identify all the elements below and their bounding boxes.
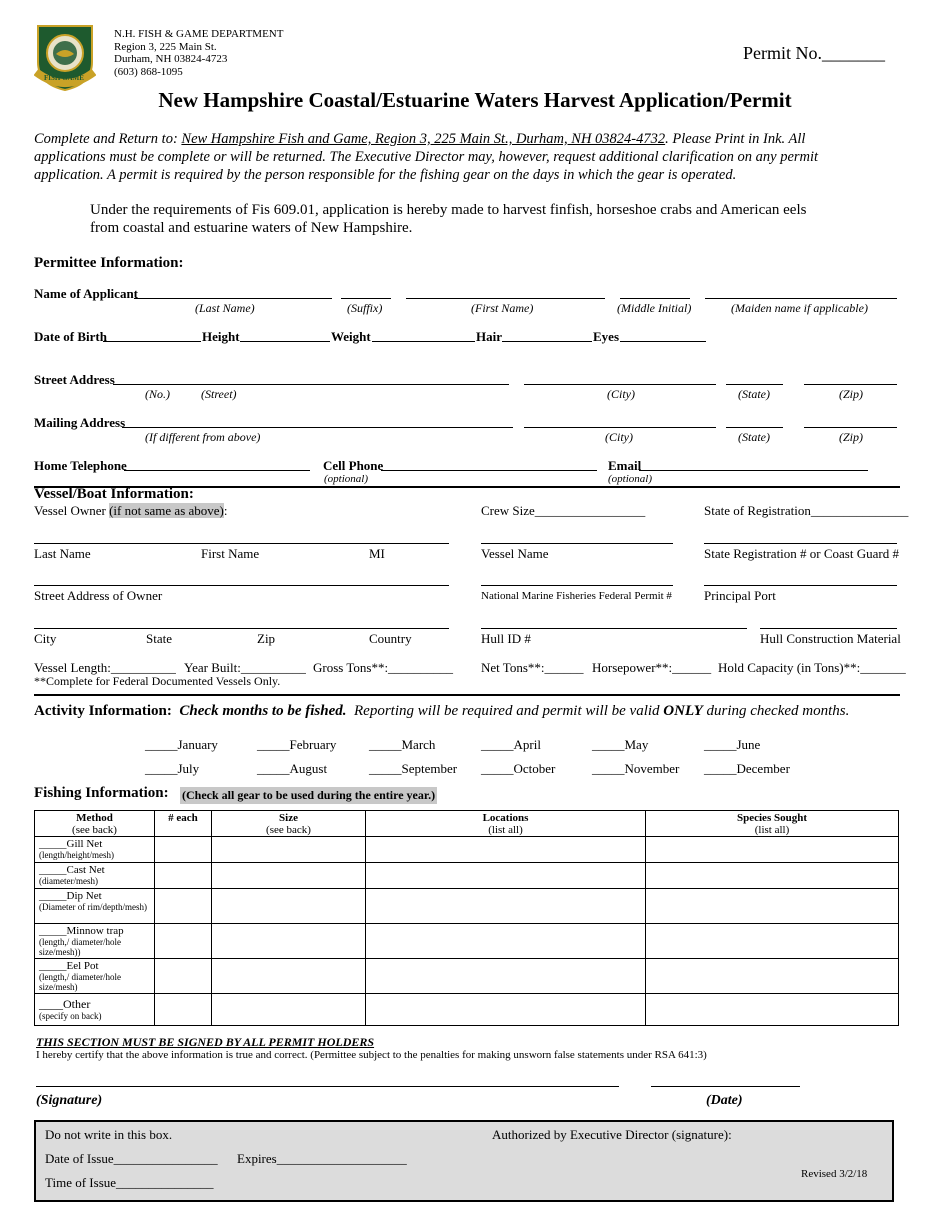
year-built-field[interactable]: Year Built:__________	[184, 660, 306, 675]
caption: Street Address of Owner	[34, 588, 163, 603]
mailing-state-field[interactable]	[726, 427, 783, 428]
column-header: Locations (list all)	[366, 811, 646, 837]
height-field[interactable]	[240, 341, 330, 342]
middle-initial-field[interactable]	[620, 298, 690, 299]
instructions-line: application. A permit is required by the person responsible for the fishing gear on the days in which the gear is operated.	[34, 167, 737, 183]
caption: (Zip)	[839, 387, 863, 401]
column-header: Method (see back)	[35, 811, 155, 837]
instructions-prefix: Complete and Return to:	[34, 131, 182, 147]
caption: (Street)	[201, 387, 237, 401]
table-row	[35, 994, 899, 1026]
last-name-field[interactable]	[134, 298, 332, 299]
certify-statement: I hereby certify that the above information is true and correct. (Permittee subject to the penalties for making unsworn false statements under RSA 641:3)	[36, 1049, 707, 1061]
dept-line: Region 3, 225 Main St.	[114, 40, 217, 53]
species-cell[interactable]	[646, 959, 899, 994]
caption: Vessel Name	[481, 546, 549, 561]
gear-method-cell[interactable]: _____Eel Pot (length,/ diameter/hole size/mesh)	[35, 959, 155, 994]
requirements-line: Under the requirements of Fis 609.01, application is hereby made to harvest finfish, horseshoe crabs and American eels	[90, 202, 807, 218]
caption: Last Name	[34, 546, 91, 561]
caption: MI	[369, 546, 385, 561]
caption: State	[146, 631, 172, 646]
mailing-city-field[interactable]	[524, 427, 716, 428]
dept-line: Durham, NH 03824-4723	[114, 53, 228, 65]
fishing-heading: Fishing Information:	[34, 785, 169, 801]
authorized-signature-label: Authorized by Executive Director (signature):	[492, 1127, 732, 1142]
caption: (Maiden name if applicable)	[731, 301, 868, 315]
caption: (Last Name)	[195, 301, 255, 315]
suffix-field[interactable]	[341, 298, 391, 299]
first-name-field[interactable]	[406, 298, 605, 299]
count-cell[interactable]	[155, 863, 212, 889]
locations-cell[interactable]	[366, 959, 646, 994]
locations-cell[interactable]	[366, 994, 646, 1026]
dob-label: Date of Birth	[34, 329, 107, 344]
caption: (State)	[738, 387, 770, 401]
table-row	[35, 924, 899, 959]
caption: Hull Construction Material	[760, 631, 901, 646]
caption: First Name	[201, 546, 260, 561]
locations-cell[interactable]	[366, 889, 646, 924]
maiden-name-field[interactable]	[705, 298, 897, 299]
activity-heading	[34, 703, 849, 720]
size-cell[interactable]	[212, 863, 366, 889]
home-telephone-label: Home Telephone	[34, 458, 127, 473]
owner-street-field[interactable]	[34, 585, 449, 586]
table-row	[35, 889, 899, 924]
signature-heading: THIS SECTION MUST BE SIGNED BY ALL PERMIT HOLDERS	[36, 1035, 375, 1049]
table-row	[35, 959, 899, 994]
activity-note-end: during checked months.	[702, 703, 850, 719]
size-cell[interactable]	[212, 889, 366, 924]
locations-cell[interactable]	[366, 837, 646, 863]
locations-cell[interactable]	[366, 863, 646, 889]
species-cell[interactable]	[646, 863, 899, 889]
office-note: Do not write in this box.	[45, 1127, 173, 1142]
signature-label: (Signature)	[36, 1093, 103, 1108]
caption: Zip	[257, 631, 276, 646]
requirements-line: from coastal and estuarine waters of New Hampshire.	[90, 220, 413, 236]
activity-note: Reporting will be required and permit will be valid	[354, 703, 664, 719]
weight-label: Weight	[331, 329, 371, 344]
eyes-field[interactable]	[620, 341, 706, 342]
vessel-owner-label	[34, 503, 228, 519]
caption: (No.)	[145, 387, 170, 401]
caption: Hull ID #	[481, 631, 531, 646]
caption: (If different from above)	[145, 430, 261, 444]
month-june[interactable]: _____June	[704, 737, 761, 752]
activity-only: ONLY	[663, 703, 703, 719]
date-label: (Date)	[706, 1093, 743, 1108]
gross-tons-field[interactable]: Gross Tons**:__________	[313, 660, 454, 675]
state-of-registration-field[interactable]: State of Registration_______________	[704, 503, 909, 518]
logo-text: FISH GAME	[44, 74, 84, 82]
mailing-street-field[interactable]	[122, 427, 513, 428]
mailing-label: Mailing Address	[34, 415, 126, 430]
month-july[interactable]: _____July	[145, 761, 200, 776]
month-april[interactable]: _____April	[481, 737, 541, 752]
count-cell[interactable]	[155, 959, 212, 994]
month-february[interactable]: _____February	[257, 737, 337, 752]
vessel-length-field[interactable]: Vessel Length:__________	[34, 660, 176, 675]
cell-phone-label: Cell Phone	[323, 458, 384, 473]
count-cell[interactable]	[155, 837, 212, 863]
month-october[interactable]: _____October	[481, 761, 556, 776]
eyes-label: Eyes	[593, 329, 619, 344]
activity-title: Activity Information:	[34, 703, 172, 719]
caption: (Middle Initial)	[617, 301, 692, 315]
hull-material-field[interactable]	[760, 628, 897, 629]
column-header: Size (see back)	[212, 811, 366, 837]
count-cell[interactable]	[155, 994, 212, 1026]
caption: (Zip)	[839, 430, 863, 444]
state-field[interactable]	[726, 384, 783, 385]
section-divider	[34, 694, 900, 696]
owner-label: Vessel Owner	[34, 503, 110, 518]
revision-date: Revised 3/2/18	[801, 1168, 868, 1180]
dept-line: N.H. FISH & GAME DEPARTMENT	[114, 28, 284, 40]
instructions	[34, 130, 818, 184]
requirements	[90, 201, 806, 237]
date-field[interactable]	[651, 1086, 800, 1087]
home-telephone-field[interactable]	[124, 470, 310, 471]
caption: (City)	[607, 387, 635, 401]
email-label: Email	[608, 458, 642, 473]
crew-size-field[interactable]: Crew Size_________________	[481, 503, 646, 518]
hold-capacity-field[interactable]: Hold Capacity (in Tons)**:_______	[718, 660, 906, 675]
gear-table	[34, 810, 899, 1026]
email-field[interactable]	[639, 470, 868, 471]
street-field[interactable]	[113, 384, 509, 385]
horsepower-field[interactable]: Horsepower**:______	[592, 660, 712, 675]
activity-check: Check months to be fished.	[179, 703, 347, 719]
size-cell[interactable]	[212, 994, 366, 1026]
dept-line: (603) 868-1095	[114, 65, 183, 78]
caption: State Registration # or Coast Guard #	[704, 546, 899, 561]
caption: Country	[369, 631, 412, 646]
size-cell[interactable]	[212, 924, 366, 959]
column-header: # each	[155, 811, 212, 837]
height-label: Height	[202, 329, 240, 344]
month-may[interactable]: _____May	[592, 737, 649, 752]
date-of-issue-field: Date of Issue________________	[45, 1151, 218, 1166]
locations-cell[interactable]	[366, 924, 646, 959]
time-of-issue-field: Time of Issue_______________	[45, 1175, 214, 1190]
gear-method-cell[interactable]: _____Dip Net (Diameter of rim/depth/mesh)	[35, 889, 155, 924]
month-march[interactable]: _____March	[369, 737, 436, 752]
instructions-line: applications must be complete or will be returned. The Executive Director may, however, request additional clarification on any permit	[34, 149, 819, 165]
return-address: New Hampshire Fish and Game, Region 3, 225 Main St., Durham, NH 03824-4732	[181, 131, 666, 147]
name-label: Name of Applicant	[34, 286, 138, 301]
net-tons-field[interactable]: Net Tons**:______	[481, 660, 584, 675]
column-header: Species Sought (list all)	[646, 811, 899, 837]
count-cell[interactable]	[155, 889, 212, 924]
month-january[interactable]: _____January	[145, 737, 218, 752]
federal-footnote: **Complete for Federal Documented Vessels Only.	[34, 674, 281, 688]
dept-address	[114, 28, 283, 78]
caption: (State)	[738, 430, 770, 444]
permittee-heading: Permittee Information:	[34, 255, 184, 271]
state-registration-number-field[interactable]	[704, 543, 897, 544]
table-row	[35, 863, 899, 889]
count-cell[interactable]	[155, 924, 212, 959]
size-cell[interactable]	[212, 837, 366, 863]
expires-field: Expires____________________	[237, 1151, 407, 1166]
caption: Principal Port	[704, 588, 776, 603]
month-august[interactable]: _____August	[257, 761, 328, 776]
gear-method-cell[interactable]: _____Minnow trap (length,/ diameter/hole size/mesh))	[35, 924, 155, 959]
permit-number[interactable]: Permit No._______	[743, 43, 885, 63]
owner-city-field[interactable]	[34, 628, 449, 629]
vessel-heading: Vessel/Boat Information:	[34, 486, 194, 502]
page-title: New Hampshire Coastal/Estuarine Waters Harvest Application/Permit	[158, 88, 792, 112]
hair-label: Hair	[476, 329, 502, 344]
gear-method-cell[interactable]: _____Gill Net (length/height/mesh)	[35, 837, 155, 863]
weight-field[interactable]	[372, 341, 475, 342]
caption: (First Name)	[471, 301, 534, 315]
owner-name-field[interactable]	[34, 543, 449, 544]
species-cell[interactable]	[646, 994, 899, 1026]
month-december[interactable]: _____December	[704, 761, 790, 776]
cell-phone-field[interactable]	[381, 470, 597, 471]
instructions-rest: . Please Print in Ink. All	[665, 131, 806, 147]
hull-id-field[interactable]	[481, 628, 747, 629]
owner-note: (if not same as above)	[109, 503, 224, 518]
hair-field[interactable]	[502, 341, 592, 342]
size-cell[interactable]	[212, 959, 366, 994]
species-cell[interactable]	[646, 837, 899, 863]
city-field[interactable]	[524, 384, 716, 385]
street-label: Street Address	[34, 372, 115, 387]
zip-field[interactable]	[804, 384, 897, 385]
dob-field[interactable]	[103, 341, 201, 342]
nmf-permit-field[interactable]	[481, 585, 673, 586]
species-cell[interactable]	[646, 924, 899, 959]
mailing-zip-field[interactable]	[804, 427, 897, 428]
table-header-row	[35, 811, 899, 837]
month-september[interactable]: _____September	[369, 761, 458, 776]
gear-method-cell[interactable]: ____Other (specify on back)	[35, 994, 155, 1026]
caption: National Marine Fisheries Federal Permit #	[481, 590, 672, 602]
signature-field[interactable]	[36, 1086, 619, 1087]
optional-caption: (optional)	[608, 473, 652, 485]
owner-colon: :	[223, 503, 228, 518]
caption: (City)	[605, 430, 633, 444]
caption: (Suffix)	[347, 301, 383, 315]
caption: City	[34, 631, 57, 646]
optional-caption: (optional)	[324, 473, 368, 485]
month-november[interactable]: _____November	[592, 761, 680, 776]
table-row	[35, 837, 899, 863]
species-cell[interactable]	[646, 889, 899, 924]
gear-method-cell[interactable]: _____Cast Net (diameter/mesh)	[35, 863, 155, 889]
vessel-name-field[interactable]	[481, 543, 673, 544]
fishing-note: (Check all gear to be used during the entire year.)	[182, 788, 436, 802]
principal-port-field[interactable]	[704, 585, 897, 586]
